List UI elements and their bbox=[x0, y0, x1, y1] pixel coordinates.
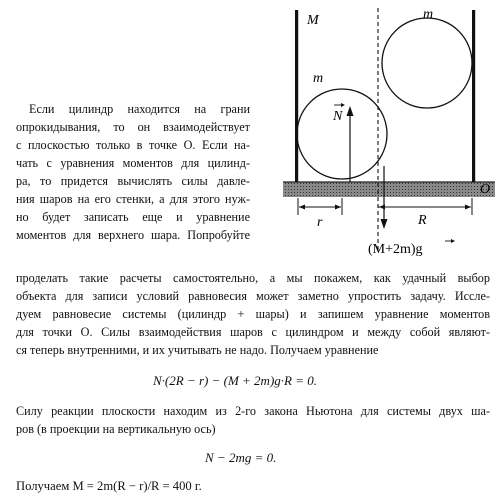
intro-line: ния шаров на его стенки, а для этого нуж- bbox=[16, 192, 250, 206]
intro-line: но будет записать еще и уравнение bbox=[16, 210, 250, 224]
normal-force-arrow-icon bbox=[347, 106, 354, 116]
intro-line: ра, то придется вычислять силы давле- bbox=[16, 174, 250, 188]
body-line: ся теперь внутренними, и их учитывать не надо. Получаем уравнение bbox=[16, 343, 379, 357]
equation-1: N·(2R − r) − (M + 2m)g·R = 0. bbox=[153, 373, 317, 388]
cylinder-figure bbox=[255, 0, 500, 262]
body-line: дуем равновесие системы (цилиндр + шары) и запишем уравнение моментов bbox=[16, 307, 490, 321]
intro-line: с плоскостью только в точке O. Если на- bbox=[16, 138, 250, 152]
result-line: Получаем M = 2m(R − r)/R = 400 г. bbox=[16, 479, 202, 493]
intro-line: моментов для верхнего шара. Попробуйте bbox=[16, 228, 250, 242]
intro-line: чать с уравнения моментов для цилинд- bbox=[16, 156, 250, 170]
label-N: N bbox=[333, 109, 343, 124]
lower-ball bbox=[297, 89, 387, 179]
upper-ball bbox=[382, 18, 472, 108]
label-O: O bbox=[480, 182, 491, 197]
intro-line: Если цилиндр находится на грани bbox=[29, 102, 250, 116]
body-line: проделать такие расчеты самостоятельно, а мы покажем, как удачный выбор bbox=[16, 271, 490, 285]
label-r: r bbox=[317, 215, 323, 230]
intro-line: опрокидывания, то он взаимодействует bbox=[16, 120, 250, 134]
body2-line: ров (в проекции на вертикальную ось) bbox=[16, 422, 216, 436]
body-line: для точки O. Силы взаимодействия шаров с цилиндром и между собой являют- bbox=[16, 325, 490, 339]
weight-arrow-icon bbox=[381, 219, 388, 229]
body2-line: Силу реакции плоскости находим из 2-го закона Ньютона для системы двух ша- bbox=[16, 404, 490, 418]
label-m-top: m bbox=[423, 7, 434, 22]
label-R: R bbox=[418, 213, 427, 228]
ground-plane bbox=[283, 182, 495, 197]
label-M: M bbox=[307, 13, 319, 28]
label-m-left: m bbox=[313, 71, 324, 86]
equation-2: N − 2mg = 0. bbox=[205, 450, 277, 465]
cylinder-right-wall bbox=[472, 10, 475, 182]
label-weight: (M+2m)g bbox=[368, 242, 423, 257]
cylinder-left-wall bbox=[295, 10, 298, 182]
body-line: объекта для записи условий равновесия может заметно упростить задачу. Иссле- bbox=[16, 289, 490, 303]
